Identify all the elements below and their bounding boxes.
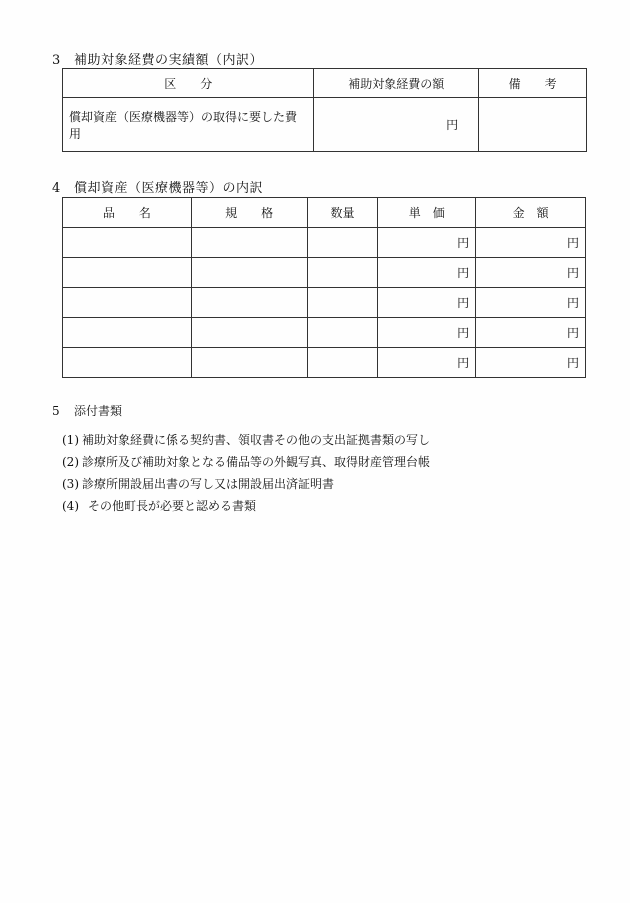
unit-price-cell: 円 [378,258,476,288]
header-unit-price: 単 価 [378,198,476,228]
total-cell: 円 [476,258,586,288]
section3-title [52,49,263,68]
list-item [62,473,430,495]
section5-title-text: 添付書類 [74,404,123,418]
list-item-text: その他町長が必要と認める書類 [88,499,257,513]
category-cell: 償却資産（医療機器等）の取得に要した費用 [63,98,314,152]
list-item [62,495,430,517]
list-item [62,429,430,451]
item-name-cell [63,318,192,348]
header-amount: 補助対象経費の額 [314,69,479,98]
header-spec: 規 格 [191,198,307,228]
list-item-text: 診療所開設届出書の写し又は開設届出済証明書 [82,477,335,491]
table-header-row [63,69,587,98]
quantity-cell [307,258,378,288]
section4-title [52,177,263,196]
asset-breakdown-table [62,197,586,378]
table-header-row [63,198,586,228]
attachments-list [52,429,430,517]
header-category: 区 分 [63,69,314,98]
list-item-number: (3) [62,477,79,491]
spec-cell [191,288,307,318]
unit-price-cell: 円 [378,348,476,378]
unit-price-cell: 円 [378,228,476,258]
table-row [63,318,586,348]
header-total: 金 額 [476,198,586,228]
section5-title [52,402,430,419]
item-name-cell [63,258,192,288]
header-quantity: 数量 [307,198,378,228]
total-cell: 円 [476,348,586,378]
section4-title-text: 償却資産（医療機器等）の内訳 [74,181,264,196]
list-item-number: (2) [62,455,79,469]
spec-cell [191,228,307,258]
item-name-cell [63,228,192,258]
total-cell: 円 [476,228,586,258]
expense-summary-table [62,68,587,152]
item-name-cell [63,288,192,318]
item-name-cell [63,348,192,378]
section5-number: 5 [52,404,60,418]
table-row [63,98,587,152]
total-cell: 円 [476,318,586,348]
section4-number: 4 [52,181,61,196]
header-item-name: 品 名 [63,198,192,228]
table-row [63,348,586,378]
note-cell [479,98,587,152]
total-cell: 円 [476,288,586,318]
quantity-cell [307,228,378,258]
table-row [63,258,586,288]
section3-number: 3 [52,53,61,68]
table-row [63,228,586,258]
spec-cell [191,258,307,288]
unit-price-cell: 円 [378,288,476,318]
table-row [63,288,586,318]
spec-cell [191,318,307,348]
list-item [62,451,430,473]
spec-cell [191,348,307,378]
list-item-text: 補助対象経費に係る契約書、領収書その他の支出証拠書類の写し [82,433,431,447]
quantity-cell [307,318,378,348]
section3-title-text: 補助対象経費の実績額（内訳） [74,53,264,68]
list-item-number: (4) [62,499,79,513]
attachments-section [52,402,430,517]
amount-cell: 円 [314,98,479,152]
quantity-cell [307,348,378,378]
header-note: 備 考 [479,69,587,98]
list-item-number: (1) [62,433,79,447]
unit-price-cell: 円 [378,318,476,348]
quantity-cell [307,288,378,318]
list-item-text: 診療所及び補助対象となる備品等の外観写真、取得財産管理台帳 [82,455,431,469]
